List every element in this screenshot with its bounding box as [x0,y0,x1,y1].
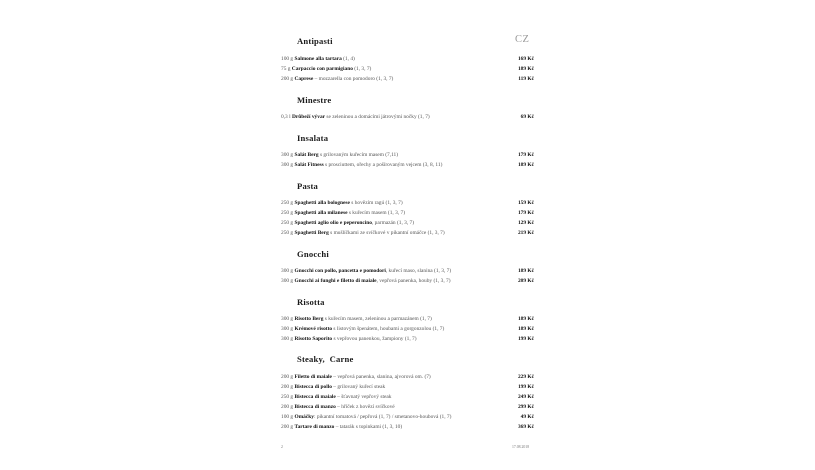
menu-item [281,383,534,392]
menu-item [281,423,534,432]
item-name: Bistecca di manzo [294,404,336,410]
item-description: – vepřová panenka, slanina, ajvorová om. (7) [331,374,431,380]
item-price: 119 Kč [518,76,534,82]
menu-item [281,267,534,276]
item-description: s vepřovou panenkou, žampiony (1, 7) [332,336,417,342]
item-name: Krémové risotto [294,326,333,332]
item-description: se zeleninou a domácími játrovými nočky (1, 7) [325,114,430,120]
menu-item [281,113,534,122]
item-price: 159 Kč [517,200,534,206]
section-title: Gnocchi [297,249,329,259]
item-weight: 200 g [281,404,294,410]
menu-item [281,75,534,84]
item-description: s listovým špenátem, houbami a gorgonzolou (1, 7) [332,326,445,332]
item-weight: 300 g [281,162,294,168]
item-name: Risotto Berg [294,316,324,322]
item-weight: 300 g [281,268,294,274]
section-title: Risotta [297,297,325,307]
menu-item [281,277,534,286]
item-name: Caprese [294,76,314,82]
item-description: – grilovaný kuřecí steak [331,384,386,390]
item-weight: 0,3 l [281,114,291,120]
item-weight: 100 g [281,56,294,62]
item-name: Gnocchi con pollo, pancetta e pomodori [294,268,386,274]
item-name: Gnocchi ai funghi e filetto di maiale [294,278,377,284]
item-description: – mozzarella con pomodoro (1, 3, 7) [313,76,394,82]
item-weight: 300 g [281,316,294,322]
menu-item [281,335,534,344]
item-price: 229 Kč [517,374,534,380]
item-price: 209 Kč [517,278,534,284]
item-weight: 300 g [281,326,294,332]
item-name: Filetto di maiale [294,374,332,380]
item-description: : pikantní tomatová / pepřová (1, 7) / smetanovo-houbová (1, 7) [313,414,452,420]
item-weight: 200 g [281,76,294,82]
section-title: Steaky, Carne [297,354,354,364]
item-price: 169 Kč [517,56,534,62]
item-price: 219 Kč [517,230,534,236]
item-price: 49 Kč [520,414,534,420]
language-label: CZ [515,34,530,45]
item-weight: 200 g [281,384,294,390]
item-weight: 250 g [281,220,294,226]
item-weight: 300 g [281,152,294,158]
item-price: 299 Kč [517,404,534,410]
item-name: Spaghetti alla bolognese [294,200,350,206]
item-price: 189 Kč [517,162,534,168]
item-description: s grilovaným kuřecím masem (7,11) [318,152,399,158]
item-weight: 200 g [281,424,294,430]
item-name: Salát Berg [294,152,319,158]
section-title: Insalata [297,133,329,143]
item-weight: 100 g [281,414,294,420]
section-title: Antipasti [297,36,333,46]
item-price: 189 Kč [517,316,534,322]
item-price: 369 Kč [517,424,534,430]
menu-item [281,209,534,218]
item-price: 199 Kč [517,384,534,390]
item-name: Risotto Saporito [294,336,333,342]
menu-item [281,325,534,334]
menu-item [281,161,534,170]
item-description: , parmazán (1, 3, 7) [371,220,415,226]
item-price: 129 Kč [517,220,534,226]
menu-item [281,55,534,64]
footer-date: 17.08.2018 [512,445,530,449]
item-description: , vepřová panenka, houby (1, 3, 7) [376,278,451,284]
menu-item [281,413,534,422]
item-price: 179 Kč [517,210,534,216]
item-weight: 250 g [281,230,294,236]
item-price: 189 Kč [517,66,534,72]
item-description: s kuřecím masem, zeleninou a parmazánem (1, 7) [323,316,432,322]
item-name: Salát Fitness [294,162,324,168]
item-weight: 200 g [281,374,294,380]
item-price: 189 Kč [517,326,534,332]
item-name: Bistecca di maiale [294,394,336,400]
item-name: Omáčky [294,414,314,420]
item-weight: 250 g [281,200,294,206]
item-name: Tartare di manzo [294,424,335,430]
item-description: (1, 4) [341,56,355,62]
menu-item [281,65,534,74]
menu-item [281,151,534,160]
item-description: , kuřecí maso, slanina (1, 3, 7) [385,268,452,274]
item-description: s kuřecím masem (1, 3, 7) [347,210,406,216]
item-weight: 300 g [281,278,294,284]
item-description: (1, 3, 7) [352,66,372,72]
item-description: – tatarák s topinkami (1, 3, 10) [334,424,403,430]
item-name: Drůbeží vývar [291,114,326,120]
section-title: Pasta [297,181,319,191]
item-name: Spaghetti Berg [294,230,329,236]
section-title: Minestre [297,95,332,105]
item-weight: 250 g [281,394,294,400]
item-weight: 300 g [281,336,294,342]
item-price: 189 Kč [517,268,534,274]
item-price: 69 Kč [520,114,534,120]
item-description: – šťavnatý vepřový steak [335,394,392,400]
page-number: 2 [281,445,283,449]
item-name: Spaghetti alla milanese [294,210,348,216]
item-price: 179 Kč [517,152,534,158]
item-name: Bistecca di pollo [294,384,332,390]
item-description: s mušlíčkami ze svíčkové v pikantní omáčce (1, 3, 7) [328,230,445,236]
menu-item [281,229,534,238]
menu-item [281,219,534,228]
menu-item [281,393,534,402]
item-name: Spaghetti aglio olio e peperoncino [294,220,372,226]
item-price: 199 Kč [517,336,534,342]
menu-item [281,373,534,382]
item-weight: 250 g [281,210,294,216]
item-description: s prosciuttem, ořechy a pošírovaným vejcem (3, 8, 11) [323,162,443,168]
item-name: Carpaccio con parmigiano [291,66,353,72]
item-description: – hříček z hovězí svíčkové [335,404,395,410]
item-weight: 75 g [281,66,291,72]
item-description: s hovězím ragú (1, 3, 7) [349,200,403,206]
item-name: Salmone alla tartara [294,56,342,62]
menu-item [281,403,534,412]
menu-item [281,315,534,324]
item-price: 249 Kč [517,394,534,400]
menu-item [281,199,534,208]
